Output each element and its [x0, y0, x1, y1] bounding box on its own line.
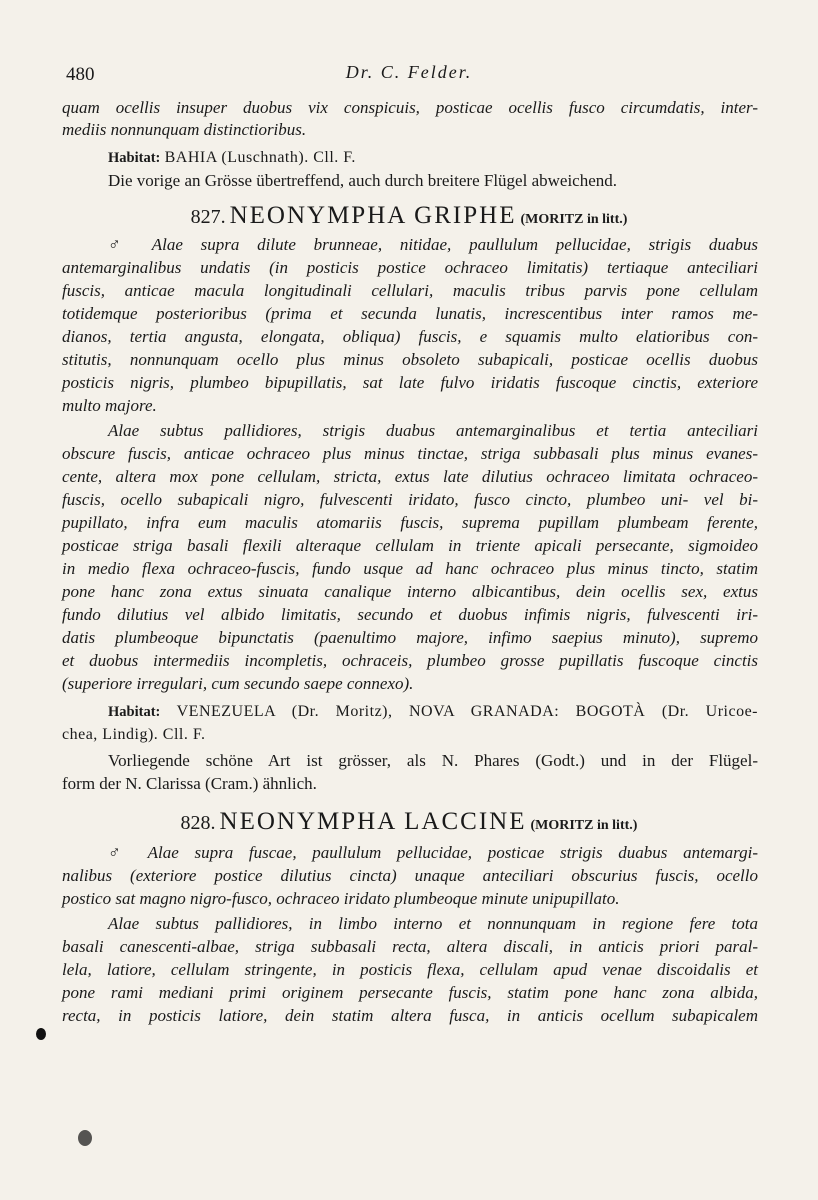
species-827-line-6: stitutis, nonnunquam ocello plus minus obsoleto subapicali, posticae ocellis duobus — [62, 350, 758, 369]
habitat-827-line-2: chea, Lindig). Cll. F. — [62, 726, 206, 743]
male-symbol: ♂ — [108, 843, 133, 862]
page-header — [0, 58, 818, 88]
remark-827-line-1: Vorliegende schöne Art ist grösser, als N. Phares (Godt.) und in der Flügel- — [108, 751, 758, 770]
remark-previous: Die vorige an Grösse übertreffend, auch durch breitere Flügel abweichend. — [108, 171, 618, 190]
species-name: NEONYMPHA GRIPHE — [229, 202, 517, 229]
species-828-line-1: ♂ Alae supra fuscae, paullulum pellucidae, posticae strigis duabus antemargi- — [108, 843, 758, 862]
species-828-line-7: pone rami mediani primi originem persecante fuscis, statim pone hanc zona albida, — [62, 983, 758, 1002]
running-head: Dr. C. Felder. — [345, 62, 473, 82]
species-827-line-17: fundo dilutius vel albido limitatis, secundo et duobus infimis nigris, fulvescenti iri- — [62, 605, 758, 624]
habitat-827-line-1: Habitat: VENEZUELA (Dr. Moritz), NOVA GRANADA: BOGOTÀ (Dr. Uricoe- — [108, 703, 759, 720]
habitat-label: Habitat: — [108, 150, 161, 166]
species-827-line-18: datis plumbeoque bipunctatis (paenultimo majore, infimo saepius minuto), supremo — [62, 628, 758, 647]
species-827-line-3: fuscis, anticae macula longitudinali cellulari, maculis tribus parvis pone cellulam — [62, 281, 758, 300]
habitat-text: BAHIA (Luschnath). Cll. F. — [164, 149, 356, 166]
species-828-line-8: recta, in posticis latiore, dein statim altera fusca, in anticis ocellum subapicalem — [62, 1006, 758, 1025]
habitat-label: Habitat: — [108, 704, 161, 720]
species-827-line-1: ♂ Alae supra dilute brunneae, nitidae, paullulum pellucidae, strigis duabus — [108, 235, 759, 254]
species-827-line-13: pupillato, infra eum maculis atomariis fuscis, suprema pupillam plumbeam ferente, — [62, 513, 758, 532]
species-827-line-9: Alae subtus pallidiores, strigis duabus antemarginalibus et tertia anteciliari — [108, 421, 758, 440]
species-authority: (MORITZ in litt.) — [530, 818, 638, 833]
species-827-line-7: posticis nigris, plumbeo bipupillatis, sat late fulvo iridatis fuscoque cinctis, exteriore — [62, 373, 758, 392]
species-828-line-5: basali canescenti-albae, striga subbasali recta, altera discali, in anticis priori paral- — [62, 937, 758, 956]
species-827-line-8: multo majore. — [62, 396, 157, 415]
continuation-line-2: mediis nonnunquam distinctioribus. — [62, 120, 307, 139]
species-827-line-4: totidemque posterioribus (prima et secunda lunatis, increscentibus inter ramos me- — [62, 304, 758, 323]
species-827-line-19: et duobus intermediis incompletis, ochraceis, plumbeo grosse pupillatis fuscoque cinctis — [62, 651, 758, 670]
species-828-line-2: nalibus (exteriore postice dilutius cincta) unaque anteciliari obscurius fuscis, ocello — [62, 866, 758, 885]
species-828-heading — [0, 808, 818, 836]
species-827-line-10: obscure fuscis, anticae ochraceo plus minus tinctae, striga subbasali plus minus evanes- — [62, 444, 758, 463]
habitat-bahia — [108, 146, 758, 169]
species-827-line-12: fuscis, ocello subapicali nigro, fulvescenti iridato, fusco cincto, plumbeo uni- vel bi- — [62, 490, 758, 509]
species-name: NEONYMPHA LACCINE — [219, 808, 527, 835]
species-827-line-15: in medio flexa ochraceo-fuscis, fundo usque ad hanc ochraceo plus minus tincto, statim — [62, 559, 758, 578]
species-827-line-14: posticae striga basali flexili alteraque cellulam in triente apicali persecante, sigmoideo — [62, 536, 758, 555]
species-828-line-6: lela, latiore, cellulam stringente, in posticis flexa, cellulam apud venae discoidalis et — [62, 960, 758, 979]
species-827-line-20: (superiore irregulari, cum secundo saepe connexo). — [62, 674, 414, 693]
ink-blot — [78, 1130, 92, 1146]
species-827-line-11: cente, altera mox pone cellulam, stricta, extus late dilutius ochraceo limitata ochraceo- — [62, 467, 758, 486]
species-827-heading — [0, 202, 818, 230]
species-828-line-3: postico sat magno nigro-fusco, ochraceo iridato plumbeoque minute unipupillato. — [62, 889, 620, 908]
species-number: 827. — [190, 206, 226, 228]
male-symbol: ♂ — [108, 235, 135, 254]
species-827-line-5: dianos, tertia angusta, elongata, obliqua) fuscis, e squamis multo elatioribus con- — [62, 327, 758, 346]
remark-827-line-2: form der N. Clarissa (Cram.) ähnlich. — [62, 774, 317, 793]
continuation-line-1: quam ocellis insuper duobus vix conspicuis, posticae ocellis fusco circumdatis, inter- — [62, 98, 758, 117]
page-number: 480 — [66, 64, 95, 85]
species-827-line-16: pone hanc zona extus sinuata canalique interno albicantibus, dein ocellis sex, extus — [62, 582, 758, 601]
ink-blot — [36, 1028, 46, 1040]
species-828-line-4: Alae subtus pallidiores, in limbo interno et nonnunquam in regione fere tota — [108, 914, 758, 933]
species-827-line-2: antemarginalibus undatis (in posticis postice ochraceo limitatis) tertiaque anteciliari — [62, 258, 758, 277]
species-number: 828. — [180, 812, 216, 834]
species-authority: (MORITZ in litt.) — [520, 212, 628, 227]
